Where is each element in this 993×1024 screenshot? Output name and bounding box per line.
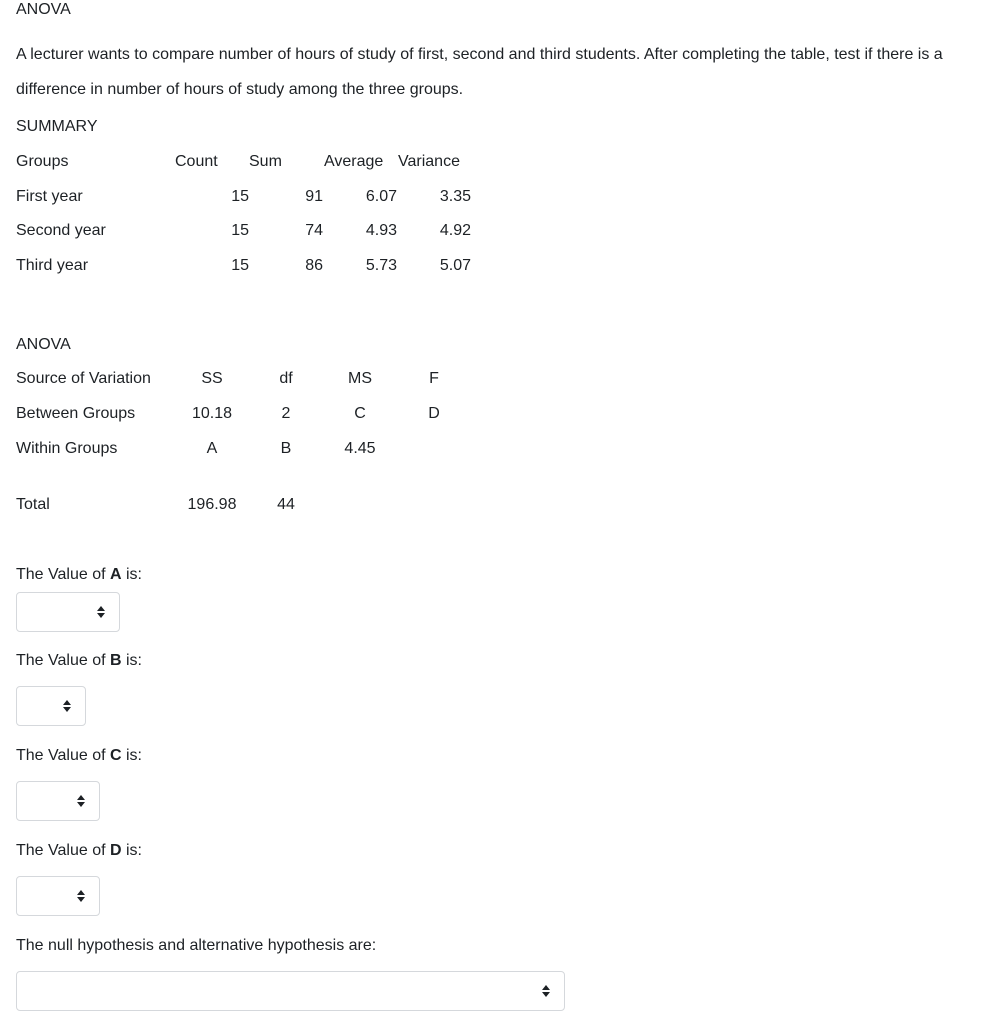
select-arrows-icon — [77, 795, 85, 807]
question-b-letter: B — [109, 652, 122, 669]
count-cell: 15 — [231, 257, 249, 274]
value-a-select[interactable] — [16, 592, 120, 632]
question-a-suffix: is: — [121, 566, 142, 583]
question-a-prefix: The Value of — [16, 566, 110, 583]
select-arrows-icon — [542, 985, 550, 997]
value-d-select[interactable] — [16, 876, 100, 916]
header-ss: SS — [201, 370, 223, 387]
group-label: First year — [16, 188, 83, 205]
header-ms: MS — [348, 370, 372, 387]
page-heading: ANOVA — [16, 1, 71, 18]
question-intro: A lecturer wants to compare number of hours of study of first, second and third students. After completing the table, test if there is a difference in number of hours of study among the three groups. — [16, 46, 943, 98]
question-b-suffix: is: — [121, 652, 142, 669]
question-c-letter: C — [109, 747, 122, 764]
header-variance: Variance — [398, 153, 460, 170]
variance-cell: 5.07 — [439, 257, 471, 274]
question-b-prefix: The Value of — [16, 652, 110, 669]
header-f: F — [429, 370, 439, 387]
between-df: 2 — [281, 405, 291, 422]
anova-title: ANOVA — [16, 336, 71, 353]
select-arrows-icon — [97, 606, 105, 618]
select-arrows-icon — [77, 890, 85, 902]
count-cell: 15 — [231, 222, 249, 239]
question-a-label — [16, 565, 142, 585]
value-c-select[interactable] — [16, 781, 100, 821]
within-df: B — [280, 440, 292, 457]
question-d-suffix: is: — [121, 842, 142, 859]
question-c-label — [16, 746, 142, 766]
hypothesis-label: The null hypothesis and alternative hypothesis are: — [16, 937, 377, 954]
header-average: Average — [324, 153, 384, 170]
hypothesis-select[interactable] — [16, 971, 565, 1011]
header-count: Count — [175, 153, 218, 170]
total-ss: 196.98 — [187, 496, 237, 513]
count-cell: 15 — [231, 188, 249, 205]
row-label-between: Between Groups — [16, 405, 136, 422]
within-ss: A — [206, 440, 218, 457]
question-d-letter: D — [109, 842, 122, 859]
group-label: Third year — [16, 257, 89, 274]
between-f: D — [428, 405, 440, 422]
variance-cell: 4.92 — [439, 222, 471, 239]
question-d-label — [16, 841, 142, 861]
average-cell: 6.07 — [365, 188, 397, 205]
select-arrows-icon — [63, 700, 71, 712]
average-cell: 5.73 — [365, 257, 397, 274]
sum-cell: 86 — [305, 257, 323, 274]
between-ss: 10.18 — [191, 405, 233, 422]
row-label-within: Within Groups — [16, 440, 118, 457]
header-sum: Sum — [249, 153, 282, 170]
question-c-suffix: is: — [121, 747, 142, 764]
header-source: Source of Variation — [16, 370, 151, 387]
within-ms: 4.45 — [344, 440, 376, 457]
between-ms: C — [354, 405, 366, 422]
sum-cell: 91 — [305, 188, 323, 205]
sum-cell: 74 — [305, 222, 323, 239]
header-df: df — [279, 370, 293, 387]
value-b-select[interactable] — [16, 686, 86, 726]
average-cell: 4.93 — [365, 222, 397, 239]
total-df: 44 — [277, 496, 295, 513]
header-groups: Groups — [16, 153, 69, 170]
question-c-prefix: The Value of — [16, 747, 110, 764]
variance-cell: 3.35 — [439, 188, 471, 205]
row-label-total: Total — [16, 496, 50, 513]
question-b-label — [16, 651, 142, 671]
question-a-letter: A — [109, 566, 122, 583]
group-label: Second year — [16, 222, 106, 239]
summary-title: SUMMARY — [16, 118, 98, 135]
question-d-prefix: The Value of — [16, 842, 110, 859]
